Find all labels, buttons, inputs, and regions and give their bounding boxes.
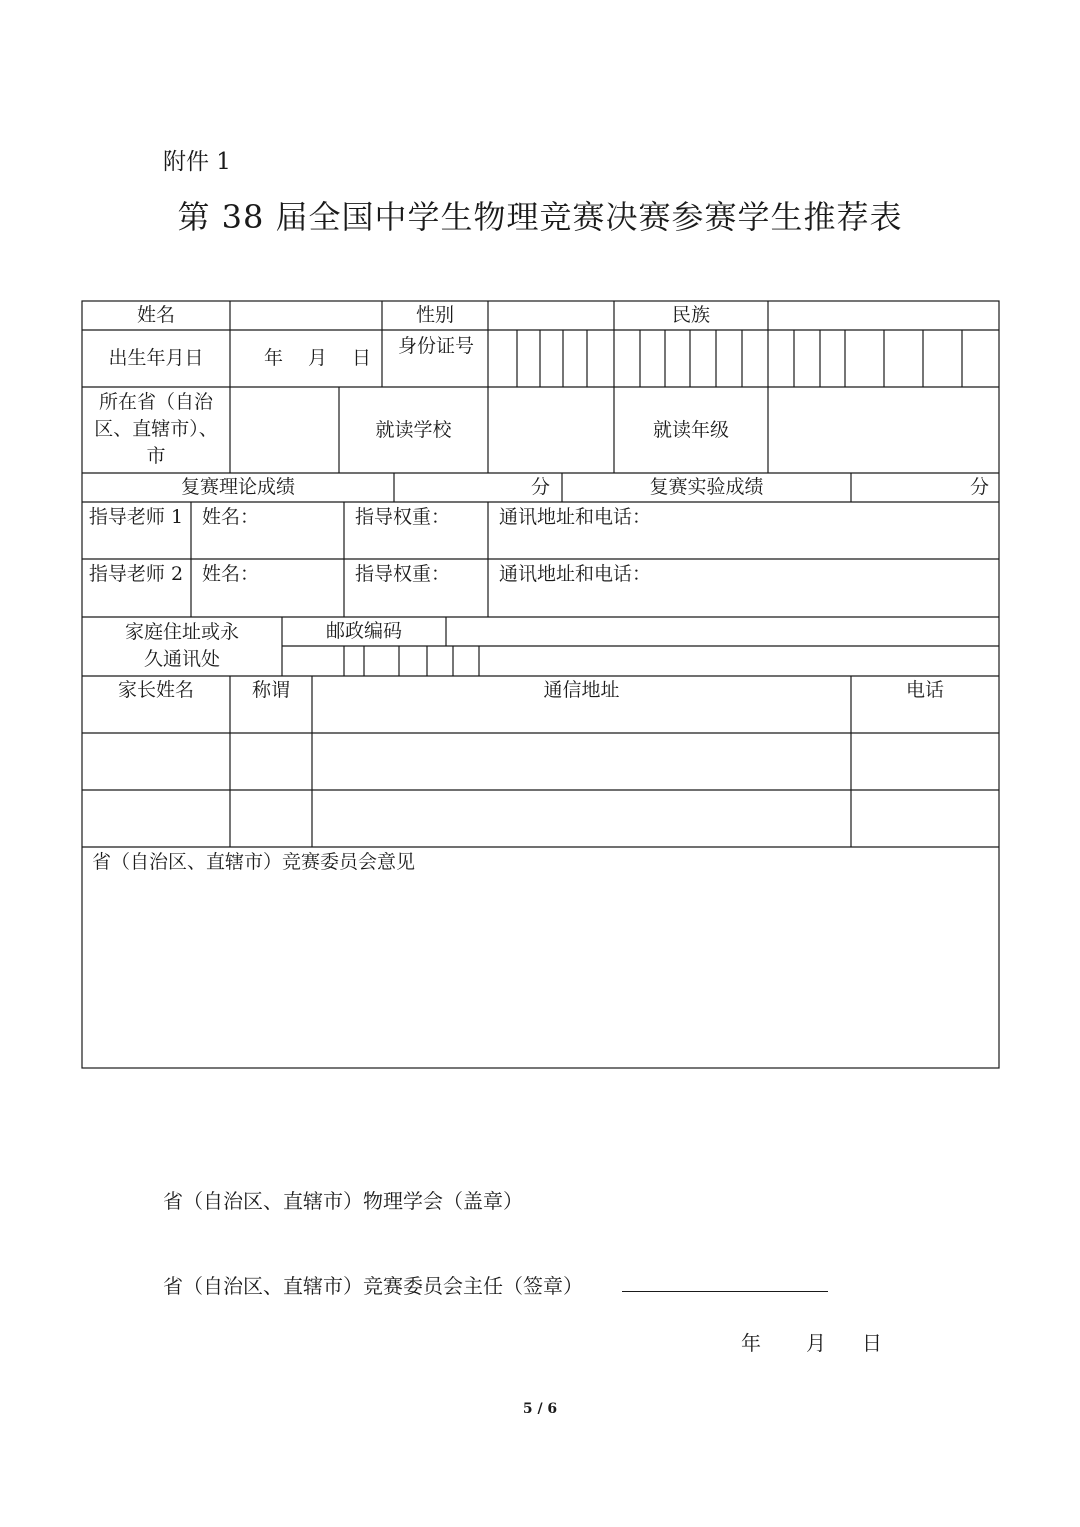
birth-day-label: 日: [352, 347, 372, 369]
name-field[interactable]: [232, 302, 382, 329]
parent-row-1[interactable]: [83, 734, 998, 789]
date-day-label: 日: [862, 1331, 882, 1355]
id-card-label: 身份证号: [397, 335, 474, 357]
gender-label: 性别: [415, 304, 454, 326]
name-label: 姓名: [136, 304, 175, 326]
school-field[interactable]: [489, 388, 613, 472]
director-sign-label: 省（自治区、直辖市）竞赛委员会主任（签章）: [163, 1274, 583, 1298]
society-seal-label: 省（自治区、直辖市）物理学会（盖章）: [163, 1189, 523, 1213]
date-year-label: 年: [741, 1331, 761, 1355]
parent-name-header: 家长姓名: [117, 679, 194, 701]
page-number: 5 / 6: [522, 1401, 558, 1417]
phone-header: 电话: [905, 679, 944, 701]
teacher2-name-label: 姓名：: [202, 563, 260, 585]
teacher2-contact-label: 通讯地址和电话：: [499, 563, 652, 585]
birth-label: 出生年月日: [108, 347, 204, 369]
birth-month-label: 月: [308, 347, 328, 369]
birth-year-label: 年: [264, 347, 284, 369]
id-card-field[interactable]: [489, 331, 998, 386]
exp-score-label: 复赛实验成绩: [649, 476, 764, 498]
form-title: 第 38 届全国中学生物理竞赛决赛参赛学生推荐表: [177, 198, 903, 236]
postcode-field[interactable]: [447, 618, 998, 645]
attachment-label: 附件 1: [163, 149, 231, 175]
parent-row-2[interactable]: [83, 791, 998, 846]
teacher1-label: 指导老师 1: [88, 506, 184, 528]
postcode-label: 邮政编码: [325, 620, 402, 642]
gender-field[interactable]: [489, 302, 613, 329]
signature-line[interactable]: [622, 1291, 828, 1292]
committee-opinion-label: 省（自治区、直辖市）竞赛委员会意见: [92, 851, 416, 873]
ethnicity-field[interactable]: [769, 302, 998, 329]
teacher2-label: 指导老师 2: [88, 563, 184, 585]
exp-score-unit: 分: [970, 476, 990, 498]
grade-field[interactable]: [769, 388, 998, 472]
school-label: 就读学校: [375, 419, 452, 441]
address-header: 通信地址: [543, 679, 620, 701]
relation-header: 称谓: [251, 679, 290, 701]
province-field[interactable]: [231, 388, 338, 472]
date-month-label: 月: [806, 1331, 826, 1355]
theory-score-label: 复赛理论成绩: [180, 476, 295, 498]
grade-label: 就读年级: [652, 419, 729, 441]
ethnicity-label: 民族: [671, 304, 710, 326]
province-label: 所在省（自治区、直辖市）、市: [94, 391, 218, 467]
teacher2-weight-label: 指导权重：: [355, 563, 451, 585]
theory-score-unit: 分: [531, 476, 551, 498]
teacher1-name-label: 姓名：: [202, 506, 260, 528]
teacher1-weight-label: 指导权重：: [355, 506, 451, 528]
home-address-label: 家庭住址或永久通讯处: [124, 621, 239, 670]
teacher1-contact-label: 通讯地址和电话：: [499, 506, 652, 528]
committee-opinion-field[interactable]: [83, 878, 998, 1067]
